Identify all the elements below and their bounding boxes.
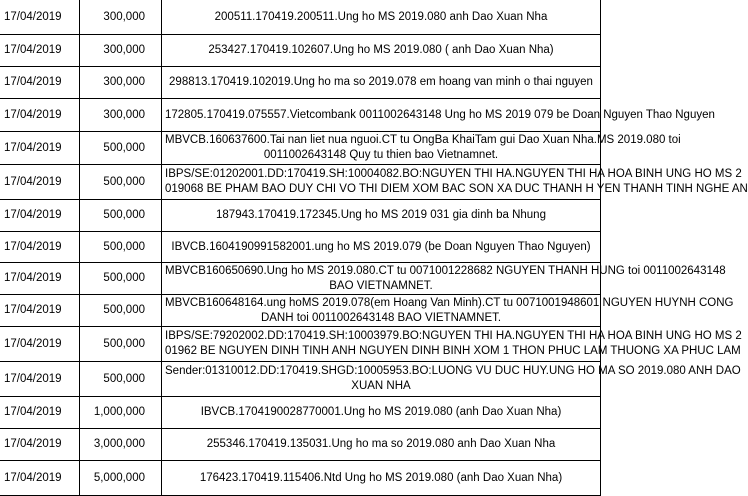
description-line: Sender:01310012.DD:170419.SHGD:10005953.BO:LUONG VU DUC HUY.UNG HO MA SO 2019.080 ANH DAO [165, 365, 741, 377]
date-cell: 17/04/2019 [0, 397, 80, 429]
description-line: 172805.170419.075557.Vietcombank 0011002643148 Ung ho MS 2019 079 be Doan Nguyen Thao Nguyen [165, 108, 715, 121]
description-cell [162, 99, 715, 132]
date-cell: 17/04/2019 [0, 165, 80, 200]
description-line: IBVCB.1704190028770001.Ung ho MS 2019.080 (anh Dao Xuan Nha) [200, 406, 562, 418]
date-cell: 17/04/2019 [0, 232, 80, 263]
date-cell: 17/04/2019 [0, 200, 80, 232]
amount-cell: 1,000,000 [80, 397, 162, 429]
description-line: 01962 BE NGUYEN DINH TINH ANH NGUYEN DINH BINH XOM 1 THON PHUC LAM THUONG XA PHUC LAM [165, 345, 741, 357]
amount-cell: 500,000 [80, 200, 162, 232]
table-row [0, 397, 601, 429]
table-row [0, 327, 601, 362]
date-cell: 17/04/2019 [0, 461, 80, 496]
amount-cell: 300,000 [80, 0, 162, 35]
amount-cell: 500,000 [80, 362, 162, 397]
description-cell [162, 397, 601, 429]
description-cell [162, 295, 734, 327]
description-line: 176423.170419.115406.Ntd Ung ho MS 2019.080 (anh Dao Xuan Nha) [199, 471, 563, 484]
description-line: 187943.170419.172345.Ung ho MS 2019 031 gia dinh ba Nhung [216, 209, 546, 221]
description-line: IBPS/SE:01202001.DD:170419.SH:10004082.BO:NGUYEN THI HA.NGUYEN THI HA HOA BINH UNG HO MS 2 [165, 168, 742, 180]
description-cell [162, 263, 726, 295]
amount-cell: 500,000 [80, 132, 162, 165]
table-row [0, 132, 601, 165]
description-cell [162, 165, 748, 200]
description-line: IBVCB.1604190991582001.ung ho MS 2019.079 (be Doan Nguyen Thao Nguyen) [171, 240, 591, 253]
date-cell: 17/04/2019 [0, 67, 80, 99]
table-row [0, 67, 601, 99]
description-cell [162, 327, 742, 362]
date-cell: 17/04/2019 [0, 327, 80, 362]
table-row [0, 0, 601, 35]
description-line: 298813.170419.102019.Ung ho ma so 2019.078 em hoang van minh o thai nguyen [169, 76, 593, 88]
description-cell [162, 132, 681, 165]
table-row [0, 461, 601, 496]
table-row [0, 232, 601, 263]
date-cell: 17/04/2019 [0, 0, 80, 35]
date-cell: 17/04/2019 [0, 362, 80, 397]
date-cell: 17/04/2019 [0, 295, 80, 327]
date-cell: 17/04/2019 [0, 132, 80, 165]
description-cell [162, 67, 601, 99]
description-line: MBVCB160650690.Ung ho MS 2019.080.CT tu 0071001228682 NGUYEN THANH HUNG toi 0011002643148 [165, 264, 726, 277]
amount-cell: 5,000,000 [80, 461, 162, 496]
amount-cell: 300,000 [80, 67, 162, 99]
description-line: BAO VIETNAMNET. [329, 279, 433, 292]
description-cell [162, 362, 741, 397]
description-line: 200511.170419.200511.Ung ho MS 2019.080 anh Dao Xuan Nha [214, 10, 548, 23]
amount-cell: 500,000 [80, 263, 162, 295]
description-line: 019068 BE PHAM BAO DUY CHI VO THI DIEM XOM BAC SON XA DUC THANH H YEN THANH TINH NGHE AN [165, 183, 748, 195]
amount-cell: 500,000 [80, 232, 162, 263]
description-line: MBVCB160648164.ung hoMS 2019.078(em Hoang Van Minh).CT tu 0071001948601 NGUYEN HUYNH CONG [165, 296, 734, 309]
description-line: MBVCB.160637600.Tai nan liet nua nguoi.CT tu OngBa KhaiTam gui Dao Xuan Nha.MS 2019.080 toi [165, 134, 681, 146]
table-row [0, 165, 601, 200]
table-row [0, 35, 601, 67]
table-row [0, 263, 601, 295]
amount-cell: 500,000 [80, 165, 162, 200]
description-line: DANH toi 0011002643148 BAO VIETNAMNET. [260, 311, 502, 324]
table-row [0, 200, 601, 232]
description-line: 253427.170419.102607.Ung ho MS 2019.080 ( anh Dao Xuan Nha) [208, 44, 554, 56]
table-row [0, 99, 601, 132]
description-line: 255346.170419.135031.Ung ho ma so 2019.080 anh Dao Xuan Nha [206, 438, 556, 450]
description-cell [162, 232, 601, 263]
description-cell [162, 0, 601, 35]
amount-cell: 300,000 [80, 35, 162, 67]
description-cell [162, 461, 601, 496]
table-row [0, 429, 601, 461]
date-cell: 17/04/2019 [0, 99, 80, 132]
date-cell: 17/04/2019 [0, 429, 80, 461]
amount-cell: 3,000,000 [80, 429, 162, 461]
amount-cell: 500,000 [80, 295, 162, 327]
table-row [0, 362, 601, 397]
table-row [0, 295, 601, 327]
description-cell [162, 35, 601, 67]
date-cell: 17/04/2019 [0, 263, 80, 295]
amount-cell: 500,000 [80, 327, 162, 362]
amount-cell: 300,000 [80, 99, 162, 132]
description-line: IBPS/SE:79202002.DD:170419.SH:10003979.BO:NGUYEN THI HA.NGUYEN THI HA HOA BINH UNG HO MS 2 [165, 330, 742, 342]
description-cell [162, 429, 601, 461]
description-line: 0011002643148 Quy tu thien bao Vietnamnet. [263, 149, 499, 161]
description-line: XUAN NHA [351, 380, 411, 392]
date-cell: 17/04/2019 [0, 35, 80, 67]
description-cell [162, 200, 601, 232]
